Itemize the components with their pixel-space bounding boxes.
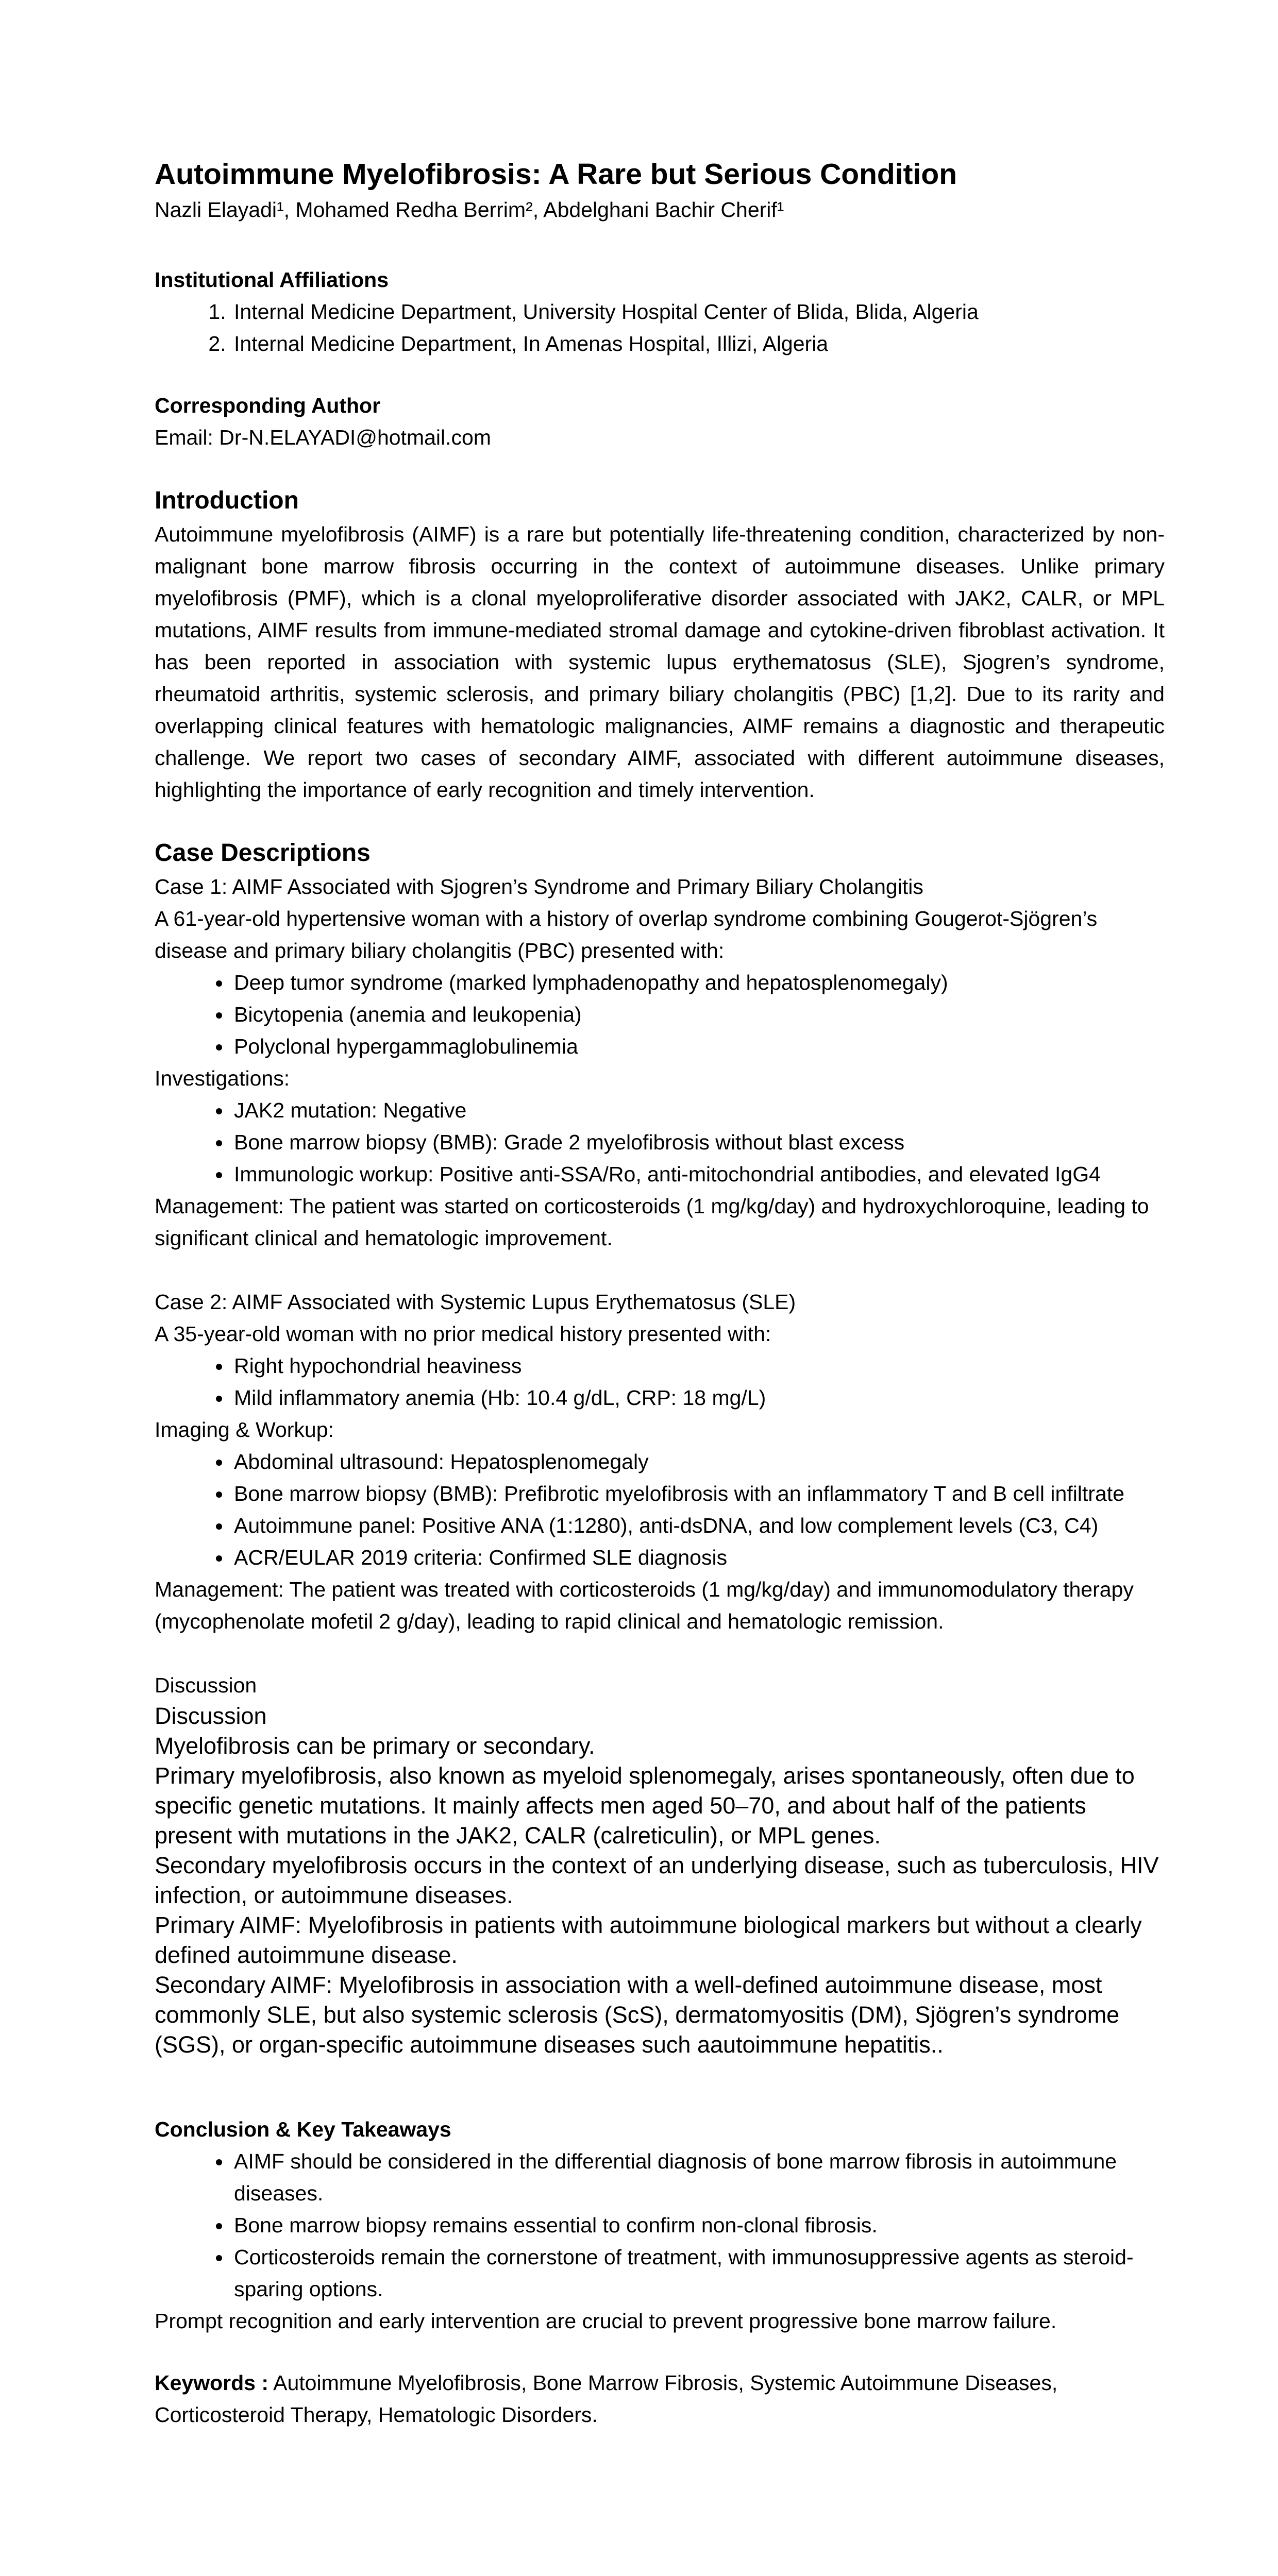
discussion-paragraph: Secondary myelofibrosis occurs in the context of an underlying disease, such as tuberculosis, HIV infection, or autoimmune diseases. (155, 1852, 1159, 1908)
list-item: • Abdominal ultrasound: Hepatosplenomegaly (232, 1446, 1165, 1478)
list-item: • Autoimmune panel: Positive ANA (1:1280), anti-dsDNA, and low complement levels (C3, C4) (232, 1510, 1165, 1541)
list-item: • Right hypochondrial heaviness (232, 1350, 1165, 1382)
list-item: • Bone marrow biopsy remains essential to confirm non-clonal fibrosis. (232, 2209, 1165, 2241)
corresponding-heading: Corresponding Author (155, 394, 381, 417)
author-list: Nazli Elayadi¹, Mohamed Redha Berrim², Abdelghani Bachir Cherif¹ (155, 198, 784, 222)
conclusion-closing: Prompt recognition and early intervention are crucial to prevent progressive bone marrow failure. (155, 2309, 1057, 2333)
case1-title: Case 1: AIMF Associated with Sjogren’s Syndrome and Primary Biliary Cholangitis (155, 875, 923, 899)
introduction-text: Autoimmune myelofibrosis (AIMF) is a rare but potentially life-threatening condition, characterized by non-malignant bone marrow fibrosis occurring in the context of autoimmune diseases. Unlike primary myelofibrosis (PMF), which is a clonal myeloproliferative disorder associated with JAK2, CALR, or MPL mutations, AIMF results from immune-mediated stromal damage and cytokine-driven fibroblast activation. It has been reported in association with systemic lupus erythematosus (SLE), Sjogren’s syndrome, rheumatoid arthritis, systemic sclerosis, and primary biliary cholangitis (PBC) [1,2]. Due to its rarity and overlapping clinical features with hematologic malignancies, AIMF remains a diagnostic and therapeutic challenge. We report two cases of secondary AIMF, associated with different autoimmune diseases, highlighting the importance of early recognition and timely intervention. (155, 522, 1165, 802)
case2-presentation-list (155, 1350, 1165, 1414)
list-item: • AIMF should be considered in the differential diagnosis of bone marrow fibrosis in autoimmune diseases. (232, 2145, 1165, 2209)
case1-investigations-label: Investigations: (155, 1066, 290, 1090)
discussion-label: Discussion (155, 1673, 257, 1697)
case1-investigations-list (155, 1094, 1165, 1190)
list-item: • ACR/EULAR 2019 criteria: Confirmed SLE diagnosis (232, 1541, 1165, 1573)
list-item: • Bone marrow biopsy (BMB): Grade 2 myelofibrosis without blast excess (232, 1126, 1165, 1158)
discussion-paragraph: Myelofibrosis can be primary or secondary. (155, 1733, 595, 1759)
corresponding-email: Email: Dr-N.ELAYADI@hotmail.com (155, 426, 491, 449)
case2-title: Case 2: AIMF Associated with Systemic Lupus Erythematosus (SLE) (155, 1290, 796, 1314)
discussion-heading: Discussion (155, 1703, 267, 1729)
discussion-section (155, 1701, 1165, 2060)
case1-presentation-list (155, 967, 1165, 1062)
list-item: • Mild inflammatory anemia (Hb: 10.4 g/dL, CRP: 18 mg/L) (232, 1382, 1165, 1414)
list-item: • Polyclonal hypergammaglobulinemia (232, 1030, 1165, 1062)
keywords-text: Autoimmune Myelofibrosis, Bone Marrow Fibrosis, Systemic Autoimmune Diseases, Corticosteroid Therapy, Hematologic Disorders. (155, 2371, 1058, 2427)
affiliations-list (155, 296, 1165, 360)
cases-heading: Case Descriptions (155, 839, 371, 867)
list-item: • Deep tumor syndrome (marked lymphadenopathy and hepatosplenomegaly) (232, 967, 1165, 998)
paper-page (155, 155, 1165, 2431)
paper-title: Autoimmune Myelofibrosis: A Rare but Serious Condition (155, 158, 957, 191)
case2-intro: A 35-year-old woman with no prior medical history presented with: (155, 1322, 771, 1346)
case2-workup-list (155, 1446, 1165, 1573)
case2-workup-label: Imaging & Workup: (155, 1418, 334, 1442)
case2-management: Management: The patient was treated with corticosteroids (1 mg/kg/day) and immunomodulatory therapy (mycophenolate mofetil 2 g/day), leading to rapid clinical and hematologic remission. (155, 1578, 1134, 1633)
keywords-label: Keywords : (155, 2371, 268, 2395)
discussion-paragraph: Primary AIMF: Myelofibrosis in patients with autoimmune biological markers but without a clearly defined autoimmune disease. (155, 1912, 1142, 1968)
list-item: • JAK2 mutation: Negative (232, 1094, 1165, 1126)
list-item: • Immunologic workup: Positive anti-SSA/Ro, anti-mitochondrial antibodies, and elevated IgG4 (232, 1158, 1165, 1190)
discussion-paragraph: Secondary AIMF: Myelofibrosis in association with a well-defined autoimmune disease, most commonly SLE, but also systemic sclerosis (ScS), dermatomyositis (DM), Sjögren’s syndrome (SGS), or organ-specific autoimmune diseases such aautoimmune hepatitis.. (155, 1972, 1120, 2058)
affiliation-item: 2. Internal Medicine Department, In Amenas Hospital, Illizi, Algeria (232, 328, 1165, 360)
conclusion-heading: Conclusion & Key Takeaways (155, 2117, 451, 2141)
conclusion-list (155, 2145, 1165, 2305)
affiliations-heading: Institutional Affiliations (155, 268, 389, 292)
list-item: • Corticosteroids remain the cornerstone of treatment, with immunosuppressive agents as steroid-sparing options. (232, 2241, 1165, 2305)
list-item: • Bicytopenia (anemia and leukopenia) (232, 998, 1165, 1030)
affiliation-item: 1. Internal Medicine Department, University Hospital Center of Blida, Blida, Algeria (232, 296, 1165, 328)
introduction-heading: Introduction (155, 487, 299, 514)
case1-management: Management: The patient was started on corticosteroids (1 mg/kg/day) and hydroxychloroquine, leading to significant clinical and hematologic improvement. (155, 1194, 1149, 1250)
discussion-paragraph: Primary myelofibrosis, also known as myeloid splenomegaly, arises spontaneously, often due to specific genetic mutations. It mainly affects men aged 50–70, and about half of the patients present with mutations in the JAK2, CALR (calreticulin), or MPL genes. (155, 1762, 1135, 1849)
case1-intro: A 61-year-old hypertensive woman with a history of overlap syndrome combining Gougerot-Sjögren’s disease and primary biliary cholangitis (PBC) presented with: (155, 907, 1098, 962)
keywords (155, 2367, 1165, 2431)
list-item: • Bone marrow biopsy (BMB): Prefibrotic myelofibrosis with an inflammatory T and B cell infiltrate (232, 1478, 1165, 1510)
